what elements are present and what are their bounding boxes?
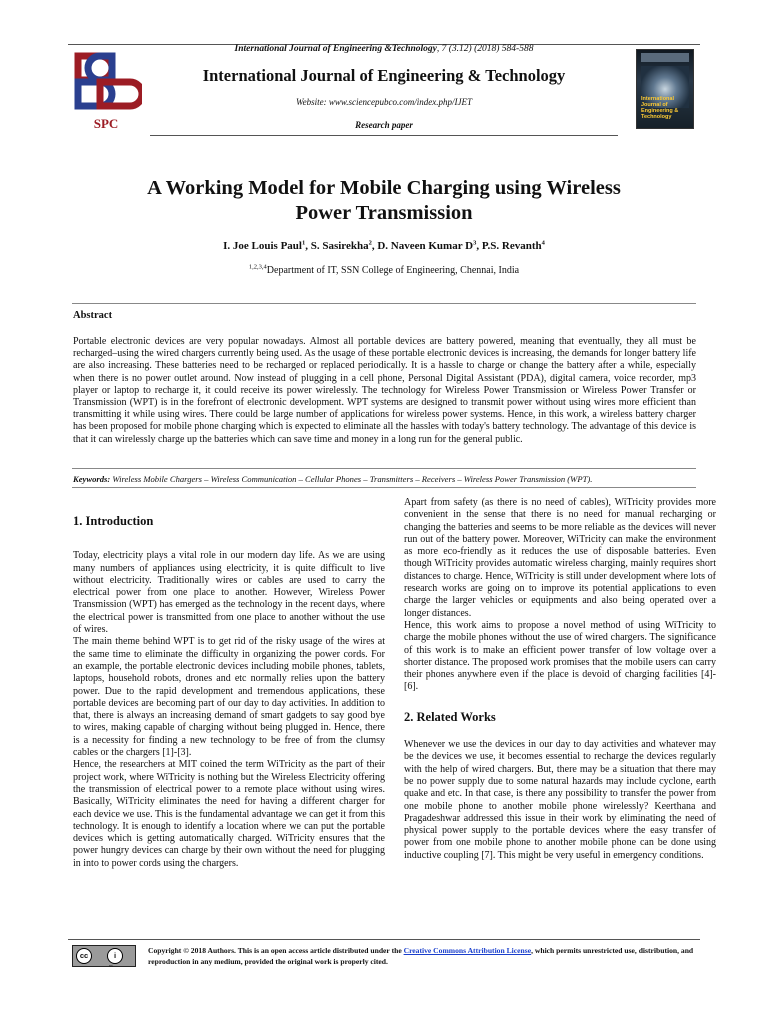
footer-rule	[68, 939, 700, 940]
left-column	[73, 497, 385, 870]
logo-text: SPC	[93, 116, 119, 131]
keywords-line	[73, 474, 696, 484]
footer-text: Copyright © 2018 Authors. This is an open access article distributed under the	[148, 946, 404, 955]
author-name: D. Naveen Kumar D	[377, 240, 474, 252]
section-heading-introduction: 1. Introduction	[73, 514, 154, 528]
affiliation	[0, 265, 768, 276]
journal-name-italic: International Journal of Engineering &Technology	[234, 44, 437, 54]
journal-cover-image	[636, 49, 694, 129]
affiliation-sup: 1,2,3,4	[248, 263, 267, 271]
body-paragraph: Whenever we use the devices in our day to day activities and whatever may be the devices we use, it becomes essential to recharge the devices regularly with the help of wired chargers. But, there may be a situation that there may be no power supply due to some natural hazards may include cyclone, earth quake and etc. In that case, is there any possibility to transfer the power from one mobile phone to another mobile phone wirelessly? Keerthana and Pragadeshwar addressed this issue in their work by eliminating the need of physical power supply to the portable devices where the easy transfer of power from one mobile phone to another mobile phone can be done using inductive coupling [7]. This might be very useful in emergency conditions.	[404, 739, 716, 861]
author-name: I. Joe Louis Paul	[223, 240, 302, 252]
paper-type: Research paper	[355, 120, 413, 130]
license-link[interactable]: Creative Commons Attribution License	[403, 946, 532, 955]
author-list	[0, 240, 768, 252]
creative-commons-badge	[72, 945, 136, 967]
header-bottom-rule	[150, 135, 618, 136]
author-name: S. Sasirekha	[310, 240, 369, 252]
paper-title-line: A Working Model for Mobile Charging using Wireless	[147, 177, 621, 199]
author-sup: 3	[473, 239, 477, 247]
body-paragraph: Hence, this work aims to propose a novel method of using WiTricity to charge the mobile phones without the use of wired chargers. The significance of this work is to make an efficient power transfer of low voltage over a shorter distance. The proposed work promises that the mobile users can carry their phones anywhere even if the place is devoid of charging facilities [4]-[6].	[404, 619, 716, 693]
journal-website: Website: www.sciencepubco.com/index.php/IJET	[296, 97, 472, 107]
abstract-top-rule	[72, 303, 696, 304]
abstract-heading: Abstract	[73, 310, 113, 321]
body-paragraph: Today, electricity plays a vital role in our modern day life. As we are using many numbers of appliances using electricity, it is quite difficult to live without electricity. Traditionally wires or cables are used to carry the electrical power from one place to another. However, Wireless Power Transmission (WPT) has emerged as the technology in the recent days, where the electrical power is transmitted from one place to another without the use of wires.	[73, 550, 385, 636]
author-sup: 2	[368, 239, 372, 247]
attribution-icon: i	[107, 948, 123, 964]
body-paragraph: Apart from safety (as there is no need of cables), WiTricity provides more convenient in the sense that there is no need for manual recharging or changing the batteries and seems to be more reliable as the devices will never run out of the battery power. Moreover, WiTricity can make the environment as more eco-friendly as it reduces the use of disposable batteries. Even though WiTricity provides automatic wireless charging, mainly requires short distances to charge. Hence, WiTricity is still under development where lots of research works are going on to improve its potential applications to even charge the larger vehicles or equipments and also being operated over a longer distances.	[404, 497, 716, 619]
author-sep: ,	[305, 240, 311, 252]
paper-title-line: Power Transmission	[295, 202, 473, 224]
copyright-footer	[148, 945, 696, 967]
section-heading-related-works: 2. Related Works	[404, 709, 496, 724]
cover-band	[641, 53, 689, 62]
author-sep: ,	[371, 240, 378, 252]
paper-title	[100, 176, 668, 226]
affiliation-text: Department of IT, SSN College of Engineering, Chennai, India	[266, 265, 520, 276]
cover-title: International Journal of Engineering & Technology	[641, 96, 679, 120]
author-sup: 4	[541, 239, 545, 247]
author-sup: 1	[301, 239, 306, 247]
by-label: BY	[109, 964, 114, 968]
cc-icon: cc	[76, 948, 92, 964]
footer-text: , which permits unrestricted use, distribution, and reproduction in any medium, provided the original work is properly cited.	[148, 946, 694, 966]
keywords-label: Keywords:	[73, 474, 111, 484]
keywords-text: Wireless Mobile Chargers – Wireless Communication – Cellular Phones – Transmitters – Receivers – Wireless Power Transmission (WPT).	[110, 474, 593, 484]
author-sep: ,	[476, 240, 482, 252]
keywords-top-rule	[72, 468, 696, 469]
author-name: P.S. Revanth	[481, 240, 542, 252]
body-paragraph: Hence, the researchers at MIT coined the term WiTricity as the part of their project work, where WiTricity is nothing but the Wireless Electricity offering the transmission of electrical power to a remote place without using wires. Basically, WiTricity eliminates the need for having a different charger for each device we use. This is the fundamental advantage we can get it from this technology. It is enough to identify a location where we can put the portable devices which is getting automatically charged. WiTricity ensures that the power hungry devices can charge by their own without the need for plugging in into to power cords using the chargers.	[73, 759, 385, 869]
body-paragraph: The main theme behind WPT is to get rid of the risky usage of the wires at the same time to eliminate the difficulty in organizing the power cords. For an example, the portable electronic devices including mobile phones, tablets, laptops, household robots, drones and etc normally relies upon the battery power. Due to the rapid development and tremendous applications, these portable devices are becoming part of our day to day activities. In addition to that, there is always an increasing demand of smart gadgets to say good bye to wires, making capable of charging without being plugged in. Hence, there is a necessity for finding a new technology to be free of from the clumsy cables or the chargers [1]-[3].	[73, 636, 385, 759]
citation: , 7 (3.12) (2018) 584-588	[436, 44, 534, 54]
journal-title: International Journal of Engineering & Technology	[202, 66, 566, 85]
keywords-bottom-rule	[72, 487, 696, 488]
abstract-text: Portable electronic devices are very popular nowadays. Almost all portable devices are battery powered, meaning that eventually, they all must be recharged–using the wired chargers currently being used. As the usage of these portable electronic devices is increasing, the demands for longer battery life are also increasing. These batteries need to be recharged or replaced periodically. It is a hassle to charge or change the battery after a while, especially when there is no power outlet around. Now instead of plugging in a cell phone, Personal Digital Assistant (PDA), digital camera, voice recorder, mp3 player or laptop to recharge it, it could receive its power wirelessly. The technology for Wireless Power Transmission or Wireless Power Transfer or Transmission (WPT) is in the forefront of electronic development. WPT systems are designed to transmit power without using wires more efficient than transmitting it while using wires. There could be large number of applications for wireless power systems. Hence, in this work, a wireless battery charger has been proposed for mobile phone charging which is expected to eliminate all the hassles with today's battery technology. The advantage of this device is that it can wirelessly charge up the batteries which can save time and money in a long run for the general public.	[73, 336, 696, 445]
right-column	[404, 497, 716, 862]
